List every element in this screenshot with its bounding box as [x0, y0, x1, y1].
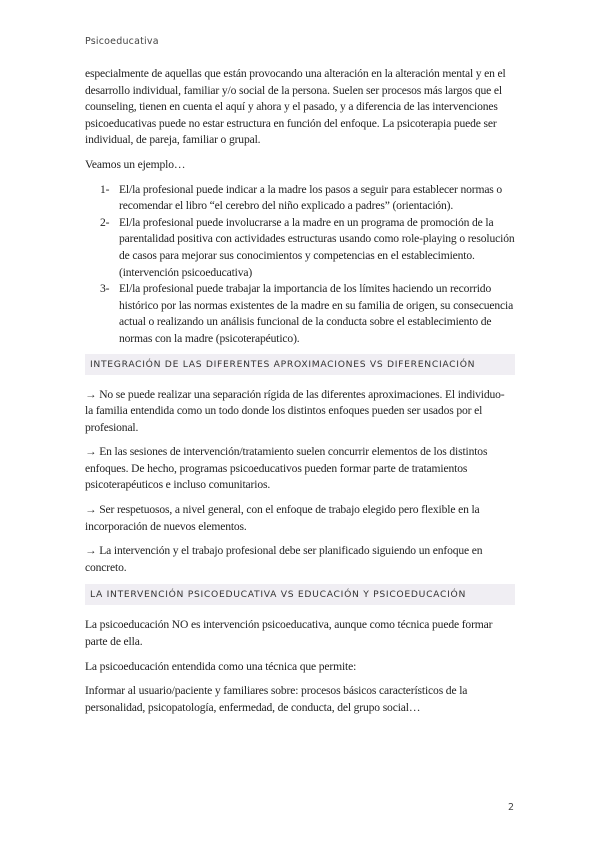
- list-number: 1-: [100, 182, 110, 196]
- list-text: El/la profesional puede trabajar la importancia de los límites haciendo un recorrido histórico por las normas existentes de la madre en su familia de origen, su consecuencia actual o realizando un análisis funcional de la conducta sobre el establecimiento de normas con la madre (psicoterapéutico).: [119, 282, 514, 345]
- list-number: 2-: [100, 215, 110, 229]
- section1-paragraph: → Ser respetuosos, a nivel general, con el enfoque de trabajo elegido pero flexible en la incorporación de nuevos elementos.: [85, 503, 480, 533]
- list-text: El/la profesional puede involucrarse a la madre en un programa de promoción de la parentalidad positiva con actividades estructuras usando como role-playing o resolución de casos para mejorar sus conocimientos y competencias en el establecimiento. (intervención psicoeducativa): [119, 215, 515, 279]
- example-paragraph: Veamos un ejemplo…: [85, 157, 186, 171]
- running-header: Psicoeducativa: [85, 36, 159, 47]
- section-heading-psicoeducacion: LA INTERVENCIÓN PSICOEDUCATIVA VS EDUCACIÓN Y PSICOEDUCACIÓN: [85, 584, 515, 605]
- section1-paragraph: → No se puede realizar una separación rígida de las diferentes aproximaciones. El individuo- la familia entendida como un todo donde los distintos enfoques pueden ser usados por el profesional.: [85, 387, 505, 434]
- intro-paragraph: especialmente de aquellas que están provocando una alteración en la alteración mental y en el desarrollo individual, familiar y/o social de la persona. Suelen ser procesos más largos que el counseling, tienen en cuenta el aquí y ahora y el pasado, y a diferencia de las intervenciones psicoeducativas puede no estar estructura en función del enfoque. La psicoterapia puede ser individual, de pareja, familiar o grupal.: [85, 67, 506, 147]
- section1-paragraph: → La intervención y el trabajo profesional debe ser planificado siguiendo un enfoque en concreto.: [85, 544, 483, 574]
- list-text: El/la profesional puede indicar a la madre los pasos a seguir para establecer normas o recomendar el libro “el cerebro del niño explicado a padres” (orientación).: [119, 182, 503, 213]
- page-number: 2: [507, 802, 514, 813]
- section2-paragraph: La psicoeducación NO es intervención psicoeducativa, aunque como técnica puede formar parte de ella.: [85, 618, 493, 649]
- list-number: 3-: [100, 282, 110, 296]
- section2-paragraph: Informar al usuario/paciente y familiares sobre: procesos básicos característicos de la personalidad, psicopatología, enfermedad, de conducta, del grupo social…: [85, 684, 468, 714]
- list-item: [85, 182, 515, 215]
- list-item: [85, 281, 515, 347]
- section-heading-integracion: INTEGRACIÓN DE LAS DIFERENTES APROXIMACIONES VS DIFERENCIACIÓN: [85, 354, 515, 375]
- section1-paragraph: → En las sesiones de intervención/tratamiento suelen concurrir elementos de los distintos enfoques. De hecho, programas psicoeducativos pueden formar parte de tratamientos psicoterapéuticos e incluso comunitarios.: [85, 445, 488, 492]
- example-list: [85, 182, 515, 348]
- list-item: [85, 215, 515, 281]
- section2-paragraph: La psicoeducación entendida como una técnica que permite:: [85, 659, 357, 673]
- page-content: [85, 66, 515, 724]
